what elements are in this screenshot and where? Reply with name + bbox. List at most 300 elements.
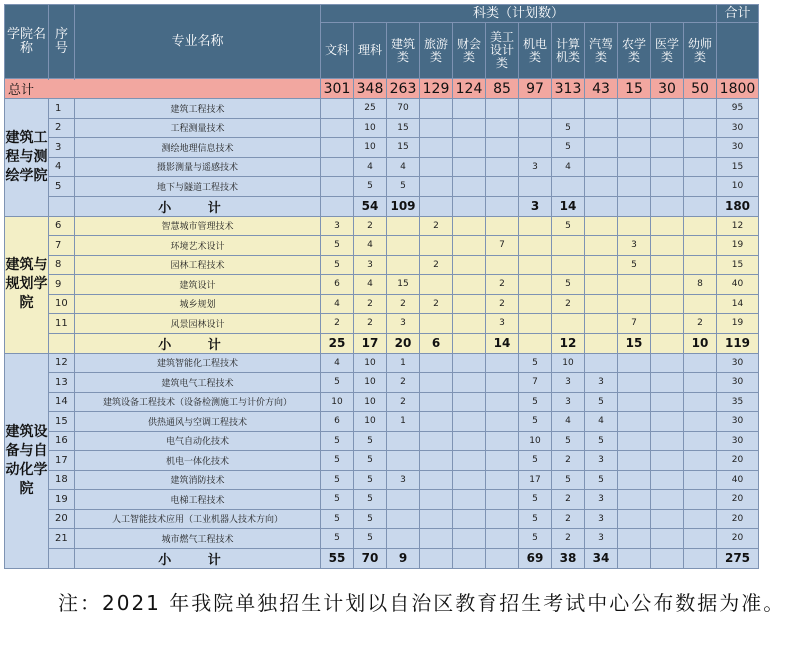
plan-value [618,99,651,119]
plan-value [321,138,354,158]
plan-value [618,353,651,373]
plan-value [453,529,486,549]
plan-value [486,177,519,197]
row-number: 17 [49,451,75,471]
plan-value [618,216,651,236]
plan-value: 5 [552,216,585,236]
plan-value [684,529,717,549]
plan-value [486,373,519,393]
table-row [5,490,759,510]
plan-value [387,490,420,510]
plan-value: 5 [519,509,552,529]
plan-value [486,216,519,236]
plan-value [519,99,552,119]
plan-value: 5 [321,490,354,510]
subtotal-total: 180 [717,196,759,216]
row-total: 15 [717,255,759,275]
plan-value: 15 [387,118,420,138]
subtotal-value: 109 [387,196,420,216]
subtotal-value [651,196,684,216]
plan-value [486,392,519,412]
subtotal-value: 54 [354,196,387,216]
header-category: 旅游类 [420,23,453,79]
plan-value [651,177,684,197]
college-name: 建筑工程与测绘学院 [5,99,49,217]
plan-value: 7 [618,314,651,334]
plan-value: 4 [321,353,354,373]
plan-value: 2 [420,216,453,236]
header-category: 理科 [354,23,387,79]
subtotal-value: 3 [519,196,552,216]
plan-value: 3 [585,451,618,471]
row-total: 30 [717,118,759,138]
plan-value [651,451,684,471]
table-row [5,255,759,275]
plan-value [453,255,486,275]
plan-value [552,314,585,334]
plan-value [684,99,717,119]
plan-value [486,529,519,549]
plan-value [453,392,486,412]
row-number: 18 [49,470,75,490]
college-name: 建筑设备与自动化学院 [5,353,49,568]
header-category: 建筑类 [387,23,420,79]
plan-value [453,373,486,393]
plan-value [420,275,453,295]
major-name: 建筑设计 [75,275,321,295]
row-total: 40 [717,275,759,295]
subtotal-value: 12 [552,333,585,353]
row-number: 8 [49,255,75,275]
subtotal-value: 14 [486,333,519,353]
table-row [5,177,759,197]
subtotal-value [453,548,486,568]
plan-value: 10 [354,118,387,138]
plan-value: 4 [354,157,387,177]
plan-value [552,99,585,119]
header-category: 机电类 [519,23,552,79]
plan-value [651,294,684,314]
plan-value: 5 [354,451,387,471]
subtotal-row [5,196,759,216]
plan-value [651,412,684,432]
plan-value: 3 [387,470,420,490]
row-total: 14 [717,294,759,314]
major-name: 地下与隧道工程技术 [75,177,321,197]
plan-value: 3 [585,490,618,510]
plan-value [420,99,453,119]
plan-value [684,216,717,236]
plan-value [585,236,618,256]
plan-value: 3 [387,314,420,334]
plan-value: 5 [519,353,552,373]
plan-value [519,216,552,236]
total-value: 348 [354,79,387,99]
plan-value [618,138,651,158]
plan-value [684,392,717,412]
plan-value: 10 [354,412,387,432]
plan-value [552,236,585,256]
subtotal-value [651,333,684,353]
plan-value [684,412,717,432]
plan-value: 4 [321,294,354,314]
row-number: 19 [49,490,75,510]
subtotal-value: 34 [585,548,618,568]
plan-value [651,99,684,119]
plan-value [486,138,519,158]
total-value: 50 [684,79,717,99]
plan-value [585,294,618,314]
header-college: 学院名称 [5,5,49,79]
major-name: 园林工程技术 [75,255,321,275]
plan-value [651,529,684,549]
plan-value [453,314,486,334]
table-row [5,509,759,529]
major-name: 建筑消防技术 [75,470,321,490]
plan-value [420,451,453,471]
plan-value: 5 [585,431,618,451]
row-number: 16 [49,431,75,451]
total-value: 30 [651,79,684,99]
plan-value [684,451,717,471]
subtotal-value: 9 [387,548,420,568]
subtotal-no-blank [49,548,75,568]
plan-value [420,157,453,177]
plan-value [420,177,453,197]
table-row [5,236,759,256]
plan-value: 2 [420,255,453,275]
table-row [5,392,759,412]
plan-value: 25 [354,99,387,119]
table-row [5,431,759,451]
major-name: 环境艺术设计 [75,236,321,256]
total-value: 85 [486,79,519,99]
plan-value [453,99,486,119]
row-number: 12 [49,353,75,373]
plan-value [387,509,420,529]
plan-value: 2 [684,314,717,334]
table-row [5,451,759,471]
header-total: 合计 [717,5,759,23]
plan-value [453,177,486,197]
plan-value [618,118,651,138]
subtotal-no-blank [49,196,75,216]
plan-value [453,236,486,256]
plan-value: 5 [354,509,387,529]
plan-value [585,99,618,119]
plan-value: 5 [552,138,585,158]
plan-value [684,294,717,314]
plan-value [618,470,651,490]
plan-value: 2 [552,490,585,510]
table-row [5,118,759,138]
plan-value: 3 [585,509,618,529]
plan-value [420,353,453,373]
subtotal-label: 小 计 [75,196,321,216]
plan-value: 2 [420,294,453,314]
plan-value: 3 [585,529,618,549]
plan-value [453,294,486,314]
row-total: 30 [717,431,759,451]
plan-value: 5 [354,431,387,451]
plan-value [387,255,420,275]
subtotal-value [618,196,651,216]
table-row [5,353,759,373]
major-name: 风景园林设计 [75,314,321,334]
plan-value [387,431,420,451]
plan-value: 4 [354,236,387,256]
plan-value [453,275,486,295]
plan-value [519,275,552,295]
header-category: 计算机类 [552,23,585,79]
subtotal-value [486,548,519,568]
plan-value: 3 [618,236,651,256]
table-row [5,294,759,314]
plan-value [420,138,453,158]
row-total: 40 [717,470,759,490]
plan-value: 7 [486,236,519,256]
row-total: 30 [717,353,759,373]
plan-value: 3 [585,373,618,393]
subtotal-value [585,333,618,353]
major-name: 摄影测量与遥感技术 [75,157,321,177]
plan-value [486,118,519,138]
plan-value [585,157,618,177]
header-category-group: 科类（计划数） [321,5,717,23]
plan-value [552,255,585,275]
row-number: 11 [49,314,75,334]
total-value: 129 [420,79,453,99]
plan-value: 5 [354,470,387,490]
plan-value [321,118,354,138]
subtotal-value: 10 [684,333,717,353]
plan-value: 5 [321,451,354,471]
table-row [5,373,759,393]
total-label: 总计 [5,79,321,99]
enrollment-plan-table [4,4,759,569]
header-category: 财会类 [453,23,486,79]
row-total: 30 [717,412,759,432]
subtotal-value [585,196,618,216]
plan-value: 10 [354,353,387,373]
plan-value [684,509,717,529]
plan-value: 10 [519,431,552,451]
table-row [5,314,759,334]
row-number: 1 [49,99,75,119]
plan-value: 2 [552,529,585,549]
row-total: 35 [717,392,759,412]
plan-value: 10 [552,353,585,373]
major-name: 智慧城市管理技术 [75,216,321,236]
plan-value [618,373,651,393]
plan-value [585,118,618,138]
subtotal-value [684,196,717,216]
row-number: 7 [49,236,75,256]
major-name: 城市燃气工程技术 [75,529,321,549]
row-total: 12 [717,216,759,236]
plan-value [453,412,486,432]
total-value: 97 [519,79,552,99]
plan-value [684,373,717,393]
plan-value [651,275,684,295]
subtotal-total: 119 [717,333,759,353]
total-value: 43 [585,79,618,99]
major-name: 电梯工程技术 [75,490,321,510]
plan-value: 3 [552,373,585,393]
plan-value [486,255,519,275]
table-row [5,529,759,549]
row-total: 20 [717,451,759,471]
plan-value [453,509,486,529]
plan-value: 2 [486,275,519,295]
subtotal-label: 小 计 [75,333,321,353]
plan-value: 4 [354,275,387,295]
row-number: 15 [49,412,75,432]
plan-value [420,490,453,510]
plan-value [585,216,618,236]
total-value: 124 [453,79,486,99]
plan-value [651,216,684,236]
plan-value: 6 [321,412,354,432]
major-name: 建筑设备工程技术（设备检测施工与计价方向） [75,392,321,412]
subtotal-row [5,548,759,568]
plan-value [519,236,552,256]
plan-value: 5 [552,431,585,451]
header-major: 专业名称 [75,5,321,79]
subtotal-value: 20 [387,333,420,353]
row-number: 4 [49,157,75,177]
major-name: 供热通风与空调工程技术 [75,412,321,432]
plan-value [486,99,519,119]
table-row [5,157,759,177]
subtotal-value: 25 [321,333,354,353]
major-name: 城乡规划 [75,294,321,314]
plan-value: 5 [354,490,387,510]
plan-value [684,157,717,177]
subtotal-value [420,548,453,568]
plan-value [684,353,717,373]
major-name: 建筑工程技术 [75,99,321,119]
plan-value: 5 [585,470,618,490]
plan-value [585,314,618,334]
subtotal-total: 275 [717,548,759,568]
header-no: 序号 [49,5,75,79]
plan-value [618,294,651,314]
row-number: 5 [49,177,75,197]
footnote: 注：2021 年我院单独招生计划以自治区教育招生考试中心公布数据为准。 [58,591,786,615]
plan-value: 5 [354,529,387,549]
table-row [5,216,759,236]
table-row [5,138,759,158]
plan-value: 3 [486,314,519,334]
plan-value [420,392,453,412]
row-total: 15 [717,157,759,177]
plan-value [618,275,651,295]
subtotal-value: 6 [420,333,453,353]
header-row-1 [5,5,759,23]
plan-value: 5 [321,470,354,490]
plan-value: 5 [552,275,585,295]
plan-value: 7 [519,373,552,393]
plan-value: 17 [519,470,552,490]
plan-value [453,157,486,177]
plan-value: 2 [552,294,585,314]
subtotal-label: 小 计 [75,548,321,568]
subtotal-no-blank [49,333,75,353]
plan-value [651,236,684,256]
plan-value: 5 [321,373,354,393]
plan-value: 3 [519,157,552,177]
subtotal-value: 15 [618,333,651,353]
plan-value [420,118,453,138]
plan-value [585,255,618,275]
plan-value: 1 [387,412,420,432]
row-number: 3 [49,138,75,158]
plan-value [618,509,651,529]
row-total: 30 [717,373,759,393]
plan-value [684,177,717,197]
major-name: 电气自动化技术 [75,431,321,451]
plan-value [420,412,453,432]
header-category: 文科 [321,23,354,79]
plan-value: 5 [519,529,552,549]
grand-total: 1800 [717,79,759,99]
plan-value [651,118,684,138]
major-name: 建筑电气工程技术 [75,373,321,393]
subtotal-value: 70 [354,548,387,568]
plan-value: 2 [321,314,354,334]
plan-value: 2 [354,216,387,236]
plan-value [387,529,420,549]
plan-value [519,118,552,138]
row-total: 19 [717,236,759,256]
header-total-blank [717,23,759,79]
total-value: 15 [618,79,651,99]
subtotal-value [420,196,453,216]
subtotal-value [519,333,552,353]
plan-value: 10 [354,373,387,393]
row-number: 9 [49,275,75,295]
plan-value: 5 [618,255,651,275]
plan-value: 10 [354,392,387,412]
plan-value [486,490,519,510]
plan-value [486,509,519,529]
plan-value [618,451,651,471]
plan-value [618,177,651,197]
row-number: 14 [49,392,75,412]
plan-value [321,157,354,177]
plan-value [387,451,420,471]
plan-value: 2 [387,373,420,393]
plan-value: 15 [387,138,420,158]
plan-value [453,216,486,236]
subtotal-value [453,333,486,353]
plan-value [321,177,354,197]
plan-value: 2 [354,294,387,314]
plan-value [618,412,651,432]
header-category: 医学类 [651,23,684,79]
row-total: 10 [717,177,759,197]
college-name: 建筑与规划学院 [5,216,49,353]
row-total: 20 [717,529,759,549]
plan-value: 5 [585,392,618,412]
plan-value [453,118,486,138]
total-value: 263 [387,79,420,99]
plan-value: 1 [387,353,420,373]
plan-value: 6 [321,275,354,295]
plan-value [420,509,453,529]
subtotal-value: 17 [354,333,387,353]
